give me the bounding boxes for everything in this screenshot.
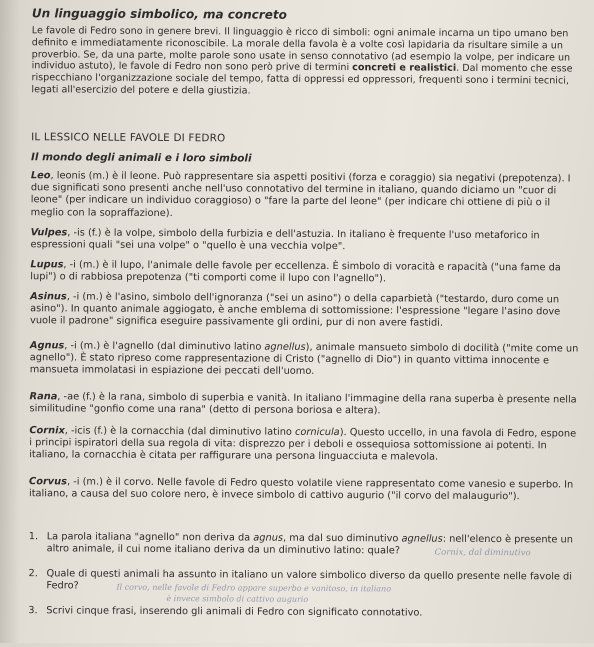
subsection-title: Il mondo degli animali e i loro simboli xyxy=(31,151,252,165)
entry-text: , -i (m.) è l'agnello (dal diminutivo latino xyxy=(64,340,265,353)
question-text: Scrivi cinque frasi, inserendo gli animali di Fedro con significato connotativo. xyxy=(46,605,423,619)
entry-text: , leonis (m.) è il leone. Può rappresentare sia aspetti positivi (forza e coraggio) sia negativi (prepotenza). I due significati sono presenti anche nell'uso connotativo del termine in italiano, quando diciamo un "cuor di leone" (per indicare un individuo coraggioso) o "fare la parte del leone" (per indicare chi ottiene di più o il meglio con la sopraffazione). xyxy=(30,170,571,219)
entry-italic: agnellus xyxy=(264,341,306,353)
entry-word: Rana xyxy=(29,391,58,403)
entry-text: , -i (m.) è l'asino, simbolo dell'ignoranza ("sei un asino") o della caparbietà ("testardo, duro come un asino"). In quanto animale aggiogato, è anche emblema di sottomissione: l'espressione "legare l'asino dove vuole il padrone" significa eseguire passivamente gli ordini, pur di non avere fastidi. xyxy=(30,291,561,330)
question-text: : nell'elenco è presente un altro animale, il cui nome italiano deriva da un diminutivo latino: quale? xyxy=(46,533,573,557)
entry-agnus xyxy=(30,340,580,380)
entry-word: Vulpes xyxy=(30,227,68,239)
intro-title: Un linguaggio simbolico, ma concreto xyxy=(31,6,287,22)
question-3 xyxy=(28,605,578,621)
intro-text-2: . Dal momento che esse rispecchiano l'organizzazione sociale del tempo, fatta di oppressi ed oppressori, frequenti sono i termini tecnici, legati all'esercizio del potere e della giustizia. xyxy=(31,63,573,97)
entry-word: Cornix xyxy=(29,425,65,437)
question-text: La parola italiana "agnello" non deriva da xyxy=(46,531,254,544)
question-number: 2. xyxy=(28,568,38,580)
question-italic: agnellus xyxy=(401,533,443,545)
entry-word: Corvus xyxy=(29,476,68,488)
question-italic: agnus xyxy=(253,532,284,544)
entry-lupus xyxy=(30,259,580,287)
intro-paragraph xyxy=(31,25,581,99)
entry-italic: cornicula xyxy=(295,426,340,439)
section-title: IL LESSICO NELLE FAVOLE DI FEDRO xyxy=(31,131,226,145)
entry-word: Lupus xyxy=(30,259,64,271)
question-number: 1. xyxy=(28,531,39,543)
question-text: Quale di questi animali ha assunto in italiano un valore simbolico diverso da quello presente nelle favole di Fedro? xyxy=(46,568,573,592)
entry-word: Asinus xyxy=(30,291,67,303)
entry-text: , -i (m.) è il lupo, l'animale delle favole per eccellenza. È simbolo di voracità e rapacità ("una fame da lupi") o di rabbiosa prepotenza ("ti comporti come il lupo con l'agnello"). xyxy=(30,259,561,285)
entry-text: ), animale mansueto simbolo di docilità ("mite come un agnello"). È stato ripreso come rappresentazione di Cristo ("agnello di Dio") in quanto vittima innocente e mansueta immolatasi in espiazione dei peccati dell'uomo. xyxy=(29,341,579,378)
entry-word: Leo xyxy=(30,170,51,182)
entry-vulpes xyxy=(30,227,580,255)
question-text: , ma dal suo diminutivo xyxy=(283,532,402,545)
handwritten-answer-2-line-2: è invece simbolo di cattivo augurio xyxy=(166,594,309,604)
entry-text: , -icis (f.) è la cornacchia (dal diminutivo latino xyxy=(64,425,296,438)
entry-asinus xyxy=(30,291,580,331)
entry-cornix xyxy=(29,425,579,465)
handwritten-answer-1: Cornix, dal diminutivo xyxy=(434,547,531,559)
entry-text: , -is (f.) è la volpe, simbolo della furbizia e dell'astuzia. In italiano è frequente l'uso metaforico in espressioni quali "sei una volpe" o "quello è una vecchia volpe". xyxy=(30,227,540,253)
entry-corvus xyxy=(29,476,579,504)
entry-text: , -ae (f.) è la rana, simbolo di superbia e vanità. In italiano l'immagine della rana superba è presente nella similitudine "gonfio come una rana" (detto di persona boriosa e altera). xyxy=(29,391,577,417)
intro-text-1: Le favole di Fedro sono in genere brevi. Il linguaggio è ricco di simboli: ogni animale incarna un tipo umano ben definito e immediatamente riconoscibile. La morale della favola è a volte così lapidaria da risultare simile a un proverbio. Se, da una parte, molte parole sono usate in senso connotativo (ad esempio la volpe, per indicare un individuo astuto), le favole di Fedro non sono però prive di termini xyxy=(31,25,571,74)
entry-rana xyxy=(29,391,579,419)
question-number: 3. xyxy=(28,605,38,617)
entry-word: Agnus xyxy=(29,340,65,352)
entry-text: , -i (m.) è il corvo. Nelle favole di Fedro questo volatile viene rappresentato come vanesio e superbo. In italiano, a causa del suo colore nero, è invece simbolo di cattivo augurio ("il corvo del malaugurio"). xyxy=(28,476,574,503)
intro-bold-text: concreti e realistici xyxy=(352,62,457,75)
entry-text: ). Questo uccello, in una favola di Fedro, espone i principi ispiratori della sua regola di vita: disprezzo per i deboli e ossequiosa sottomissione ai potenti. In italiano, la cornacchia è citata per raffigurare una persona linguacciuta e malevola. xyxy=(29,427,577,464)
handwritten-answer-2-line-1: Il corvo, nelle favole di Fedro appare superbo e vanitoso, in italiano xyxy=(116,582,392,594)
entry-leo xyxy=(31,170,581,222)
